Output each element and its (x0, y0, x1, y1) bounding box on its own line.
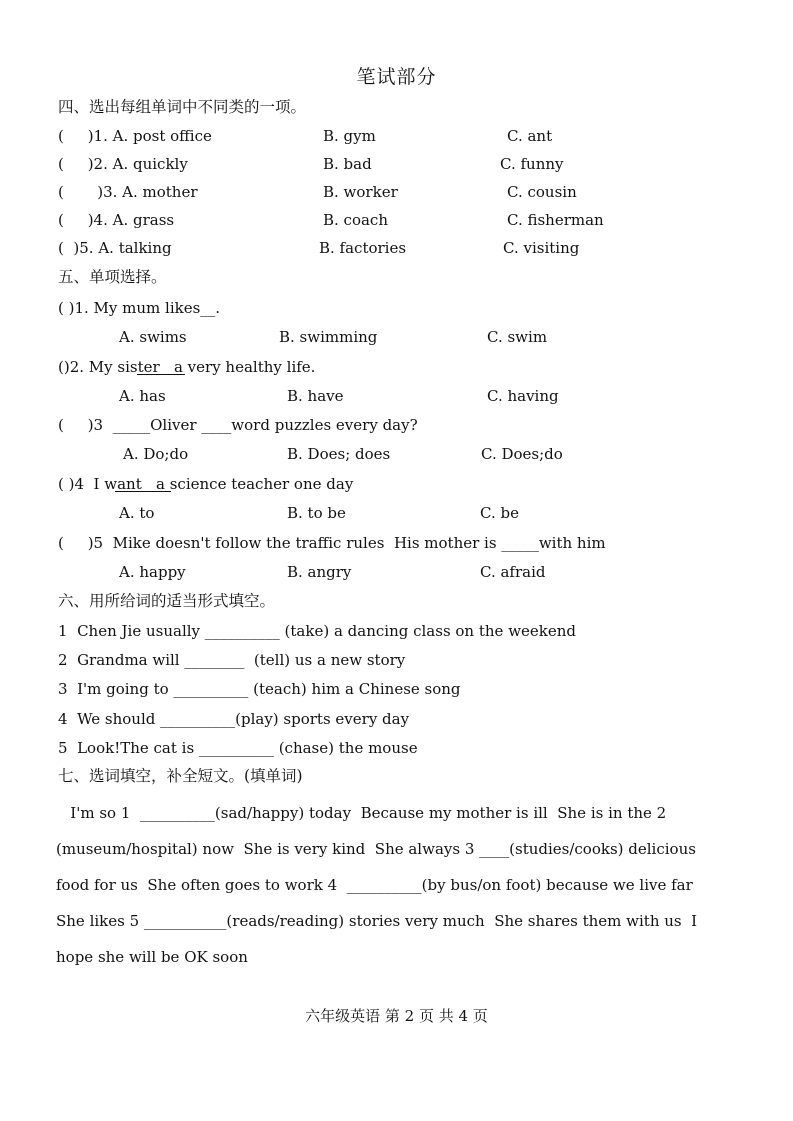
s5-q3-text: ( )3 _____Oliver ____word puzzles every day? (58, 416, 418, 434)
s4-q1-option-b: B. gym (323, 127, 376, 145)
s5-q4-text: ( )4 I want a science teacher one day (58, 475, 354, 493)
s5-q3-option-b: B. Does; does (287, 445, 391, 463)
s5-q4-option-a: A. to (119, 504, 155, 522)
page-title: 笔试部分 (356, 66, 437, 88)
s5-q3-option-a: A. Do;do (123, 445, 189, 463)
s5-q1-option-c: C. swim (487, 328, 548, 346)
page-footer: 六年级英语 第 2 页 共 4 页 (305, 1007, 488, 1025)
s4-q1-option-a: ( )1. A. post office (58, 127, 212, 145)
s5-q1-text: ( )1. My mum likes__. (58, 299, 221, 317)
s4-q2-option-b: B. bad (323, 155, 372, 173)
s6-item-5: 5 Look!The cat is __________ (chase) the mouse (58, 739, 418, 757)
s4-q5-option-b: B. factories (319, 239, 407, 257)
s7-passage-line-2: (museum/hospital) now She is very kind She always 3 ____(studies/cooks) delicious (56, 840, 696, 858)
s5-q4-underline (115, 491, 171, 492)
s7-passage-line-1: I'm so 1 __________(sad/happy) today Because my mother is ill She is in the 2 (56, 804, 667, 822)
s7-passage-line-4: She likes 5 ___________(reads/reading) stories very much She shares them with us I (56, 912, 698, 930)
s6-item-1: 1 Chen Jie usually __________ (take) a dancing class on the weekend (58, 622, 577, 640)
s7-passage-line-5: hope she will be OK soon (56, 948, 248, 966)
s5-q5-option-b: B. angry (287, 563, 352, 581)
s4-q1-option-c: C. ant (507, 127, 553, 145)
s5-q4-option-c: C. be (480, 504, 519, 522)
section-4-heading: 四、选出每组单词中不同类的一项。 (58, 98, 307, 116)
s6-item-4: 4 We should __________(play) sports every day (58, 710, 410, 728)
s5-q2-text: ()2. My sister a very healthy life. (58, 358, 316, 376)
s6-item-2: 2 Grandma will ________ (tell) us a new story (58, 651, 406, 669)
s7-passage-line-3: food for us She often goes to work 4 __________(by bus/on foot) because we live far (56, 876, 693, 894)
section-7-heading: 七、选词填空，补全短文。(填单词) (58, 767, 303, 785)
s5-q2-option-a: A. has (119, 387, 166, 405)
s5-q4-option-b: B. to be (287, 504, 346, 522)
s5-q2-option-b: B. have (287, 387, 344, 405)
section-5-heading: 五、单项选择。 (58, 268, 167, 286)
s5-q5-text: ( )5 Mike doesn't follow the traffic rules His mother is _____with him (58, 534, 606, 552)
s5-q3-option-c: C. Does;do (481, 445, 563, 463)
s4-q5-option-c: C. visiting (503, 239, 580, 257)
s4-q4-option-a: ( )4. A. grass (58, 211, 175, 229)
s5-q1-option-b: B. swimming (279, 328, 378, 346)
s4-q2-option-c: C. funny (500, 155, 564, 173)
s4-q2-option-a: ( )2. A. quickly (58, 155, 188, 173)
s5-q5-option-a: A. happy (119, 563, 186, 581)
s6-item-3: 3 I'm going to __________ (teach) him a Chinese song (58, 680, 461, 698)
section-6-heading: 六、用所给词的适当形式填空。 (58, 592, 276, 610)
s4-q3-option-b: B. worker (323, 183, 398, 201)
s4-q4-option-b: B. coach (323, 211, 388, 229)
s5-q5-option-c: C. afraid (480, 563, 546, 581)
s4-q5-option-a: ( )5. A. talking (58, 239, 172, 257)
s5-q1-option-a: A. swims (119, 328, 187, 346)
s5-q2-underline (137, 374, 185, 375)
s4-q4-option-c: C. fisherman (507, 211, 604, 229)
s4-q3-option-c: C. cousin (507, 183, 577, 201)
s5-q2-option-c: C. having (487, 387, 559, 405)
s4-q3-option-a: ( )3. A. mother (58, 183, 198, 201)
